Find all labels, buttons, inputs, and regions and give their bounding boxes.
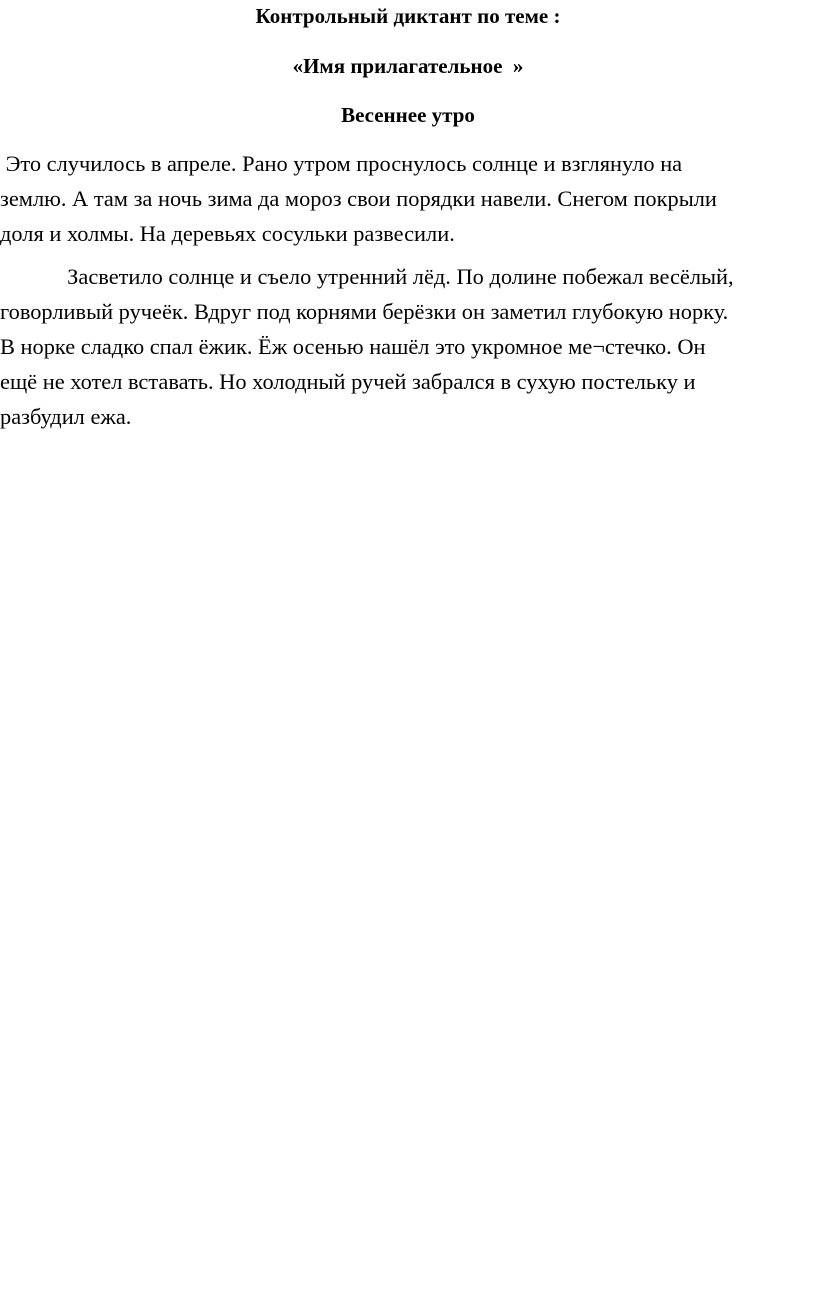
paragraph-2-line: говорливый ручеёк. Вдруг под корнями берёзки он заметил глубокую норку. — [0, 299, 729, 324]
paragraph-2-line: разбудил ежа. — [0, 404, 132, 429]
paragraph-2-line: ещё не хотел вставать. Но холодный ручей забрался в сухую постельку и — [0, 369, 696, 394]
paragraph-2 — [0, 259, 816, 434]
paragraph-1 — [0, 146, 816, 251]
title-line-3: Весеннее утро — [341, 103, 475, 127]
title-line-2: «Имя прилагательное » — [292, 54, 524, 78]
paragraph-1-line: доля и холмы. На деревьях сосульки развесили. — [0, 221, 455, 246]
paragraph-2-line: Засветило солнце и съело утренний лёд. По долине побежал весёлый, — [0, 264, 734, 289]
title-line-1: Контрольный диктант по теме : — [255, 4, 561, 28]
paragraph-2-line: В норке сладко спал ёжик. Ёж осенью нашёл это укромное ме¬стечко. Он — [0, 334, 706, 359]
paragraph-1-line: Это случилось в апреле. Рано утром проснулось солнце и взглянуло на — [0, 151, 683, 176]
paragraph-1-line: землю. А там за ночь зима да мороз свои порядки навели. Снегом покрыли — [0, 186, 717, 211]
